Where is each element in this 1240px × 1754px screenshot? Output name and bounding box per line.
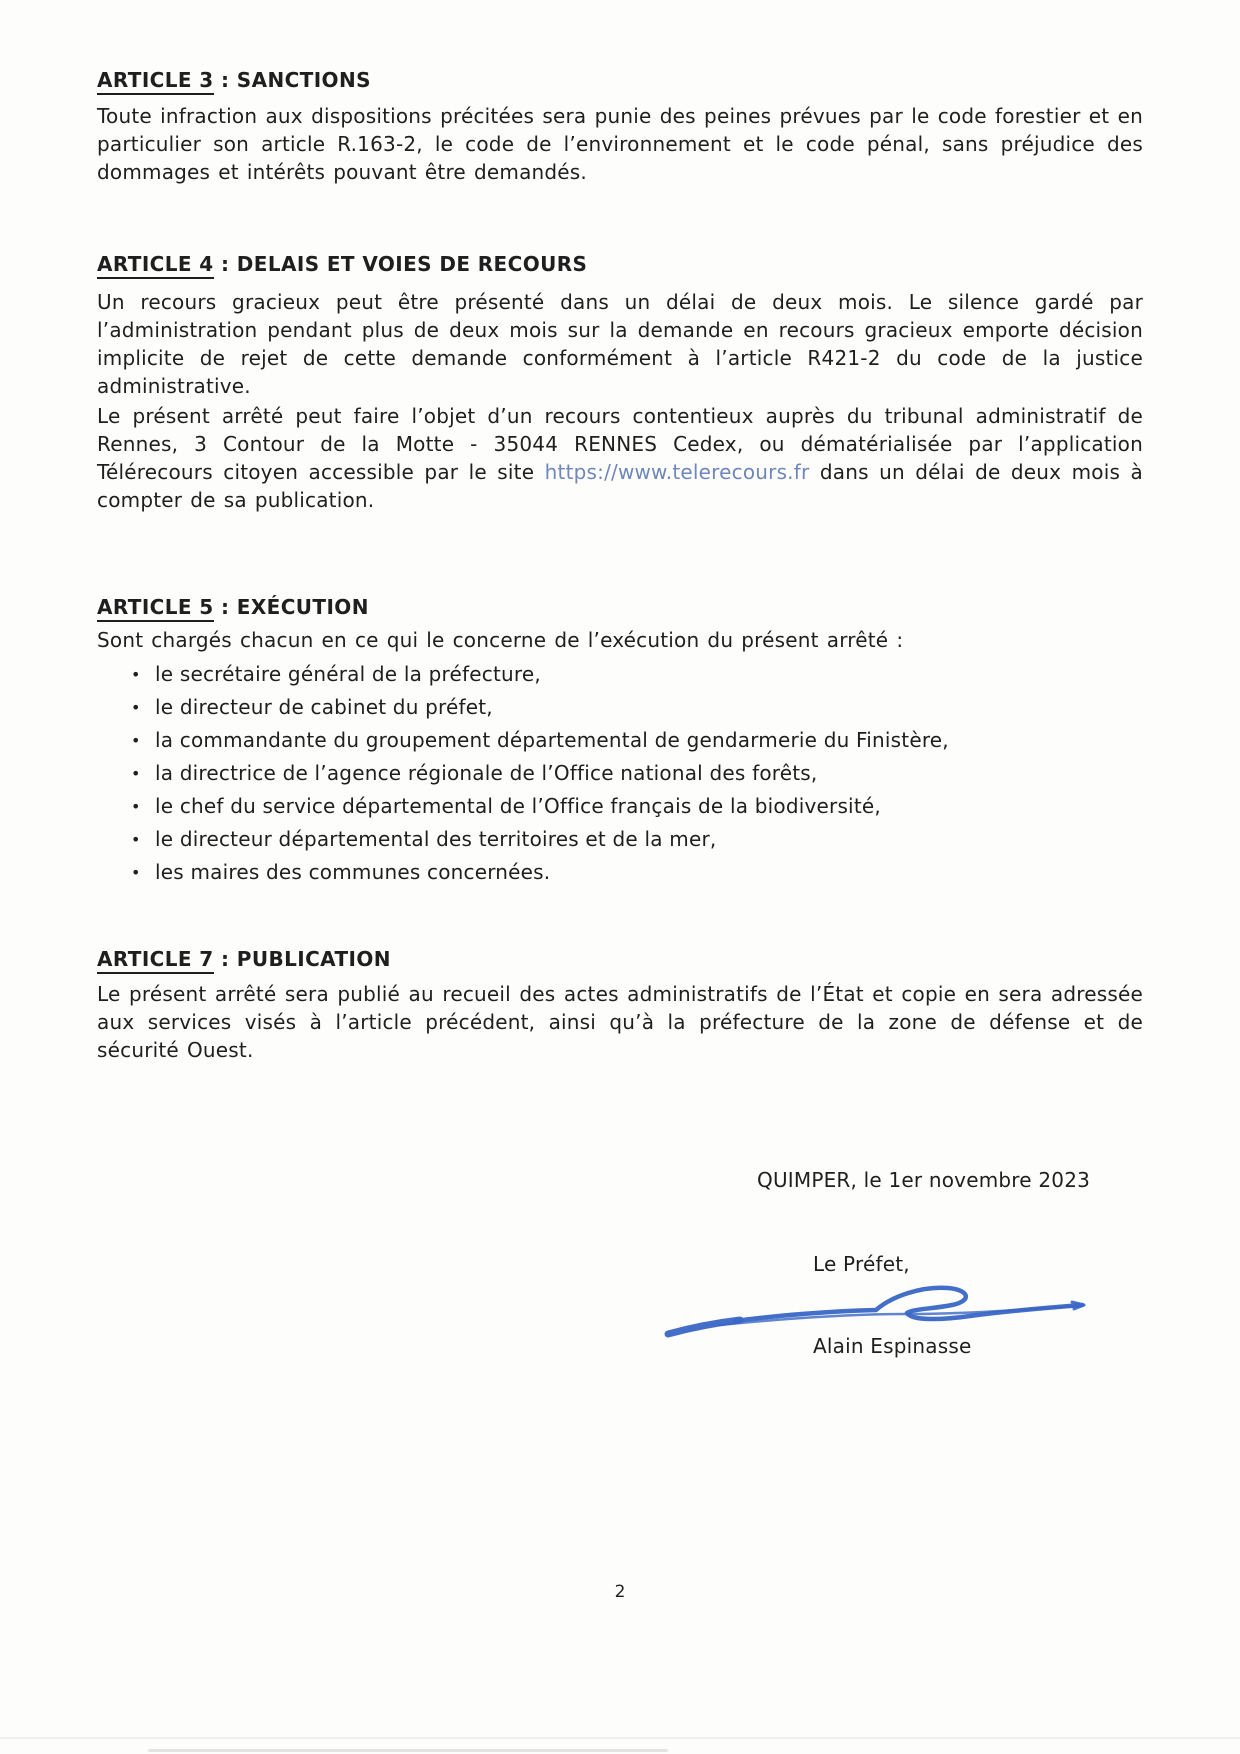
scan-artifact-line (148, 1749, 668, 1752)
list-item-text: la directrice de l’agence régionale de l’Office national des forêts, (155, 761, 818, 785)
article-5-heading-number: ARTICLE 5 (97, 595, 214, 622)
article-4-heading-number: ARTICLE 4 (97, 252, 214, 279)
article-7-heading-title: PUBLICATION (236, 947, 391, 971)
scan-artifact-line (0, 1737, 1240, 1739)
heading-separator: : (213, 947, 237, 971)
signer-name: Alain Espinasse (813, 1334, 972, 1358)
list-item-text: le directeur départemental des territoires et de la mer, (155, 827, 717, 851)
heading-separator: : (213, 68, 237, 92)
list-item-text: la commandante du groupement départemental de gendarmerie du Finistère, (155, 728, 949, 752)
list-item (97, 691, 1143, 724)
list-item (97, 724, 1143, 757)
bullet-icon: • (131, 731, 141, 750)
article-3-heading-number: ARTICLE 3 (97, 68, 214, 95)
paragraph-text-after-link: dans un délai de deux mois à compter de sa publication. (97, 460, 1143, 512)
telerecours-link[interactable]: https://www.telerecours.fr (544, 460, 810, 484)
list-item (97, 658, 1143, 691)
page-number: 2 (614, 1582, 626, 1602)
list-item-text: les maires des communes concernées. (155, 860, 551, 884)
article-5-heading (97, 595, 369, 619)
article-3-heading-title: SANCTIONS (236, 68, 371, 92)
bullet-icon: • (131, 764, 141, 783)
article-5-bullet-list (97, 658, 1143, 889)
bullet-icon: • (131, 863, 141, 882)
article-5-intro: Sont chargés chacun en ce qui le concerne de l’exécution du présent arrêté : (97, 628, 904, 652)
heading-separator: : (213, 252, 237, 276)
bullet-icon: • (131, 698, 141, 717)
article-4-paragraph-2 (97, 402, 1143, 514)
list-item (97, 856, 1143, 889)
article-7-heading-number: ARTICLE 7 (97, 947, 214, 974)
list-item (97, 757, 1143, 790)
article-7-paragraph: Le présent arrêté sera publié au recueil des actes administratifs de l’État et copie en sera adressée aux services visés à l’article précédent, ainsi qu’à la préfecture de la zone de défense et de sécurité Ouest. (97, 982, 1143, 1062)
list-item-text: le directeur de cabinet du préfet, (155, 695, 493, 719)
bullet-icon: • (131, 665, 141, 684)
article-4-heading-title: DELAIS ET VOIES DE RECOURS (236, 252, 588, 276)
paragraph-text-before-link: Le présent arrêté peut faire l’objet d’un recours contentieux auprès du tribunal administratif de Rennes, 3 Contour de la Motte - 35044 RENNES Cedex, ou dématérialisée par l’application Télérecours citoyen accessible par le site (97, 404, 1143, 484)
bullet-icon: • (131, 830, 141, 849)
bullet-icon: • (131, 797, 141, 816)
article-4-paragraph-1: Un recours gracieux peut être présenté dans un délai de deux mois. Le silence gardé par l’administration pendant plus de deux mois sur la demande en recours gracieux emporte décision implicite de rejet de cette demande conformément à l’article R421-2 du code de la justice administrative. (97, 290, 1143, 398)
article-4-heading (97, 252, 587, 276)
article-5-heading-title: EXÉCUTION (236, 595, 369, 619)
signer-role: Le Préfet, (813, 1252, 910, 1276)
place-date: QUIMPER, le 1er novembre 2023 (757, 1168, 1091, 1192)
list-item (97, 823, 1143, 856)
article-7-heading (97, 947, 391, 971)
list-item (97, 790, 1143, 823)
list-item-text: le secrétaire général de la préfecture, (155, 662, 541, 686)
list-item-text: le chef du service départemental de l’Office français de la biodiversité, (155, 794, 881, 818)
article-3-paragraph: Toute infraction aux dispositions précitées sera punie des peines prévues par le code forestier et en particulier son article R.163-2, le code de l’environnement et le code pénal, sans préjudice des dommages et intérêts pouvant être demandés. (97, 104, 1143, 184)
article-3-heading (97, 68, 371, 92)
heading-separator: : (213, 595, 237, 619)
